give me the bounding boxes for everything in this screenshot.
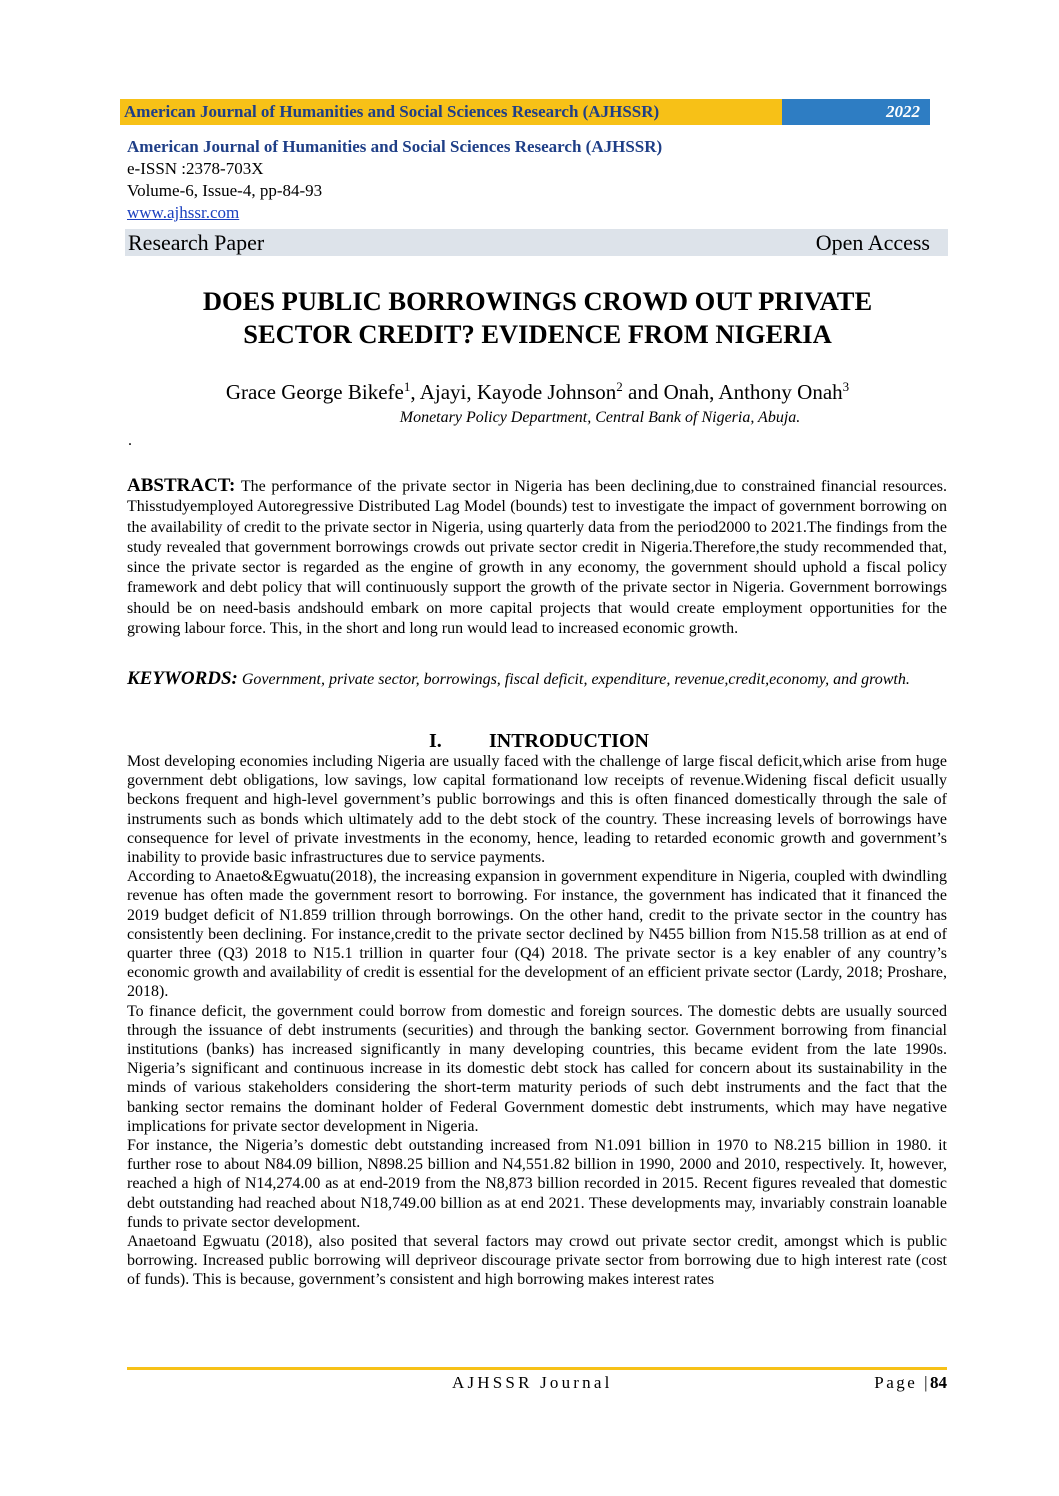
author-affiliation: Monetary Policy Department, Central Bank of Nigeria, Abuja. xyxy=(399,409,801,426)
journal-website-link[interactable]: www.ajhssr.com xyxy=(127,203,240,222)
abstract xyxy=(127,476,947,639)
paragraph: Most developing economies including Nigeria are usually faced with the challenge of large fiscal deficit,which arise from huge government debt obligations, low savings, low capital formationand low receipts of revenue.Widening fiscal deficit usually beckons frequent and high-level government’s public borrowings and this is often financed domestically through the sale of instruments such as bonds which ultimately add to the debt stock of the country. These increasing levels of borrowings have consequence for level of private investments in the economy, hence, leading to retarded economic growth and government’s inability to provide basic infrastructures due to service payments. xyxy=(127,753,947,867)
paragraph: According to Anaeto&Egwuatu(2018), the increasing expansion in government expenditure in Nigeria, coupled with dwindling revenue has often made the government resort to borrowing. For instance, the government has indicated that it financed the 2019 budget deficit of N1.859 trillion through borrowings. On the other hand, credit to the private sector in the country has consistently been declining. For instance,credit to the private sector declined by N455 billion from N15.58 trillion as at end of quarter three (Q3) 2018 to N15.1 trillion in quarter four (Q4) 2018. The private sector is a key enabler of any country’s economic growth and availability of credit is essential for the development of an efficient private sector (Lardy, 2018; Proshare, 2018). xyxy=(127,868,947,1001)
journal-info xyxy=(127,136,662,224)
abstract-text: The performance of the private sector in Nigeria has been declining,due to constrained financial resources. Thisstudyemployed Autoregressive Distributed Lag Model (bounds) test to investigate the impact of government borrowing on the availability of credit to the private sector in Nigeria, using quarterly data from the period2000 to 2021.The findings from the study revealed that government borrowings crowds out private sector credit in Nigeria.Therefore,the study recommended that, since the private sector is regarded as the engine of growth in any economy, the government should uphold a fiscal policy framework and debt policy that will continuously support the growth of the private sector in Nigeria. Government borrowings should be on need-basis andshould embark on more capital projects that would create employment opportunities for the growing labour force. This, in the short and long run would lead to increased economic growth. xyxy=(127,478,947,638)
author-name: Ajayi, Kayode Johnson xyxy=(419,380,617,404)
author-affil-marker: 3 xyxy=(842,379,850,394)
author-affil-marker: 1 xyxy=(403,379,411,394)
footer-rule xyxy=(127,1367,947,1370)
paper-type-bar xyxy=(125,229,948,256)
paragraph: For instance, the Nigeria’s domestic debt outstanding increased from N1.091 billion in 1970 to N8.215 billion in 1980. it further rose to about N84.09 billion, N898.25 billion and N4,551.82 billion in 1990, 2000 and 2010, respectively. It, however, reached a high of N14,274.00 as at end-2019 from the N8,873 billion recorded in 2015. Recent figures revealed that domestic debt outstanding had reached about N18,749.00 billion as at end 2021. These developments may, invariably constrain loanable funds to private sector development. xyxy=(127,1137,947,1231)
author-separator: , xyxy=(410,380,420,404)
author-name: Grace George Bikefe xyxy=(225,380,404,404)
journal-title: American Journal of Humanities and Social Sciences Research (AJHSSR) xyxy=(127,137,663,156)
footer-journal: AJHSSR Journal xyxy=(452,1373,613,1392)
paper-title-line: SECTOR CREDIT? EVIDENCE FROM NIGERIA xyxy=(243,319,832,349)
journal-header-band xyxy=(120,99,930,125)
journal-eissn: e-ISSN :2378-703X xyxy=(127,159,264,178)
section-number: I. xyxy=(428,730,442,752)
section-heading xyxy=(127,729,949,753)
author-name: Onah, Anthony Onah xyxy=(663,380,843,404)
journal-header-year: 2022 xyxy=(782,99,930,125)
footer-page-number: 84 xyxy=(930,1373,947,1392)
stray-mark: . xyxy=(128,432,132,449)
keywords-colon: : xyxy=(231,668,238,689)
paper-title-line: DOES PUBLIC BORROWINGS CROWD OUT PRIVATE xyxy=(202,286,873,316)
footer-page-label: Page | xyxy=(874,1373,930,1392)
paragraph: Anaetoand Egwuatu (2018), also posited that several factors may crowd out private sector credit, amongst which is public borrowing. Increased public borrowing will depriveor discourage private sector from borrowing due to high interest rate (cost of funds). This is because, government’s consistent and high borrowing makes interest rates xyxy=(127,1233,947,1289)
journal-header-title: American Journal of Humanities and Social Sciences Research (AJHSSR) xyxy=(120,99,782,125)
footer-page xyxy=(874,1373,947,1393)
keywords-label: KEYWORDS xyxy=(127,668,232,689)
author-list xyxy=(100,374,975,405)
paragraph: To finance deficit, the government could borrow from domestic and foreign sources. The domestic debts are usually sourced through the issuance of debt instruments (securities) and through the banking sector. Government borrowing from financial institutions (banks) has increased significantly in many developing countries, this became evident from the late 1990s. Nigeria’s significant and continuous increase in its domestic debt stock has called for concern about its sustainability in the minds of various stakeholders considering the short-term maturity periods of such debt instruments and the fact that the banking sector remains the dominant holder of Federal Government domestic debt instruments, which may have negative implications for private sector development in Nigeria. xyxy=(127,1002,947,1135)
author-separator: and xyxy=(622,380,664,404)
paper-title xyxy=(100,285,975,351)
keywords xyxy=(127,668,947,690)
author-affil-marker: 2 xyxy=(616,379,623,394)
journal-volume: Volume-6, Issue-4, pp-84-93 xyxy=(127,181,323,200)
section-title: INTRODUCTION xyxy=(488,730,650,752)
open-access-label: Open Access xyxy=(815,230,930,255)
introduction-body xyxy=(127,752,947,1290)
keywords-text: Government, private sector, borrowings, fiscal deficit, expenditure, revenue,credit,economy, and growth. xyxy=(241,671,910,688)
abstract-label: ABSTRACT: xyxy=(127,475,236,496)
paper-type-label: Research Paper xyxy=(128,230,265,255)
